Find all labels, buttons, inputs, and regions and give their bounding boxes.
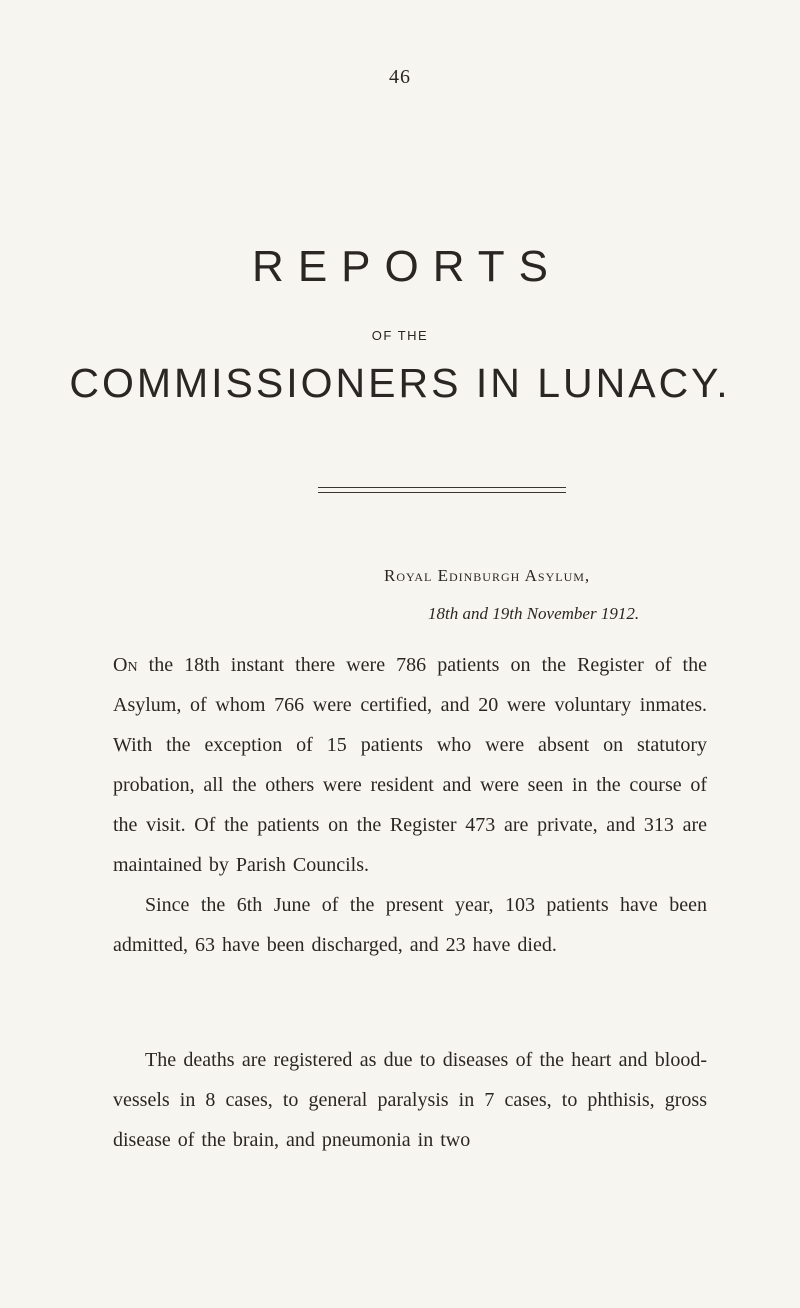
double-rule-divider <box>318 487 566 493</box>
page-number: 46 <box>389 66 411 88</box>
report-title: REPORTS <box>252 242 562 291</box>
paragraph-lead-word: On <box>113 654 138 676</box>
paragraph-patients <box>113 645 707 885</box>
institution-name: Royal Edinburgh Asylum, <box>384 566 591 585</box>
visit-date: 18th and 19th November 1912. <box>428 604 640 623</box>
paragraph-deaths: The deaths are registered as due to diseases of the heart and blood-vessels in 8 cases, to general paralysis in 7 cases, to phthisis, gross disease of the brain, and pneumonia in two <box>113 1049 707 1151</box>
of-the-label: OF THE <box>371 328 429 343</box>
report-subtitle: COMMISSIONERS IN LUNACY. <box>69 360 731 406</box>
paragraph-admissions: Since the 6th June of the present year, 103 patients have been admitted, 63 have been discharged, and 23 have died. <box>113 894 707 956</box>
paragraph-body: the 18th instant there were 786 patients on the Register of the Asylum, of whom 766 were certified, and 20 were voluntary inmates. With the exception of 15 patients who were absent on statutory probation, all the others were resident and were seen in the course of the visit. Of the patients on the Register 473 are private, and 313 are maintained by Parish Councils. <box>113 654 707 876</box>
